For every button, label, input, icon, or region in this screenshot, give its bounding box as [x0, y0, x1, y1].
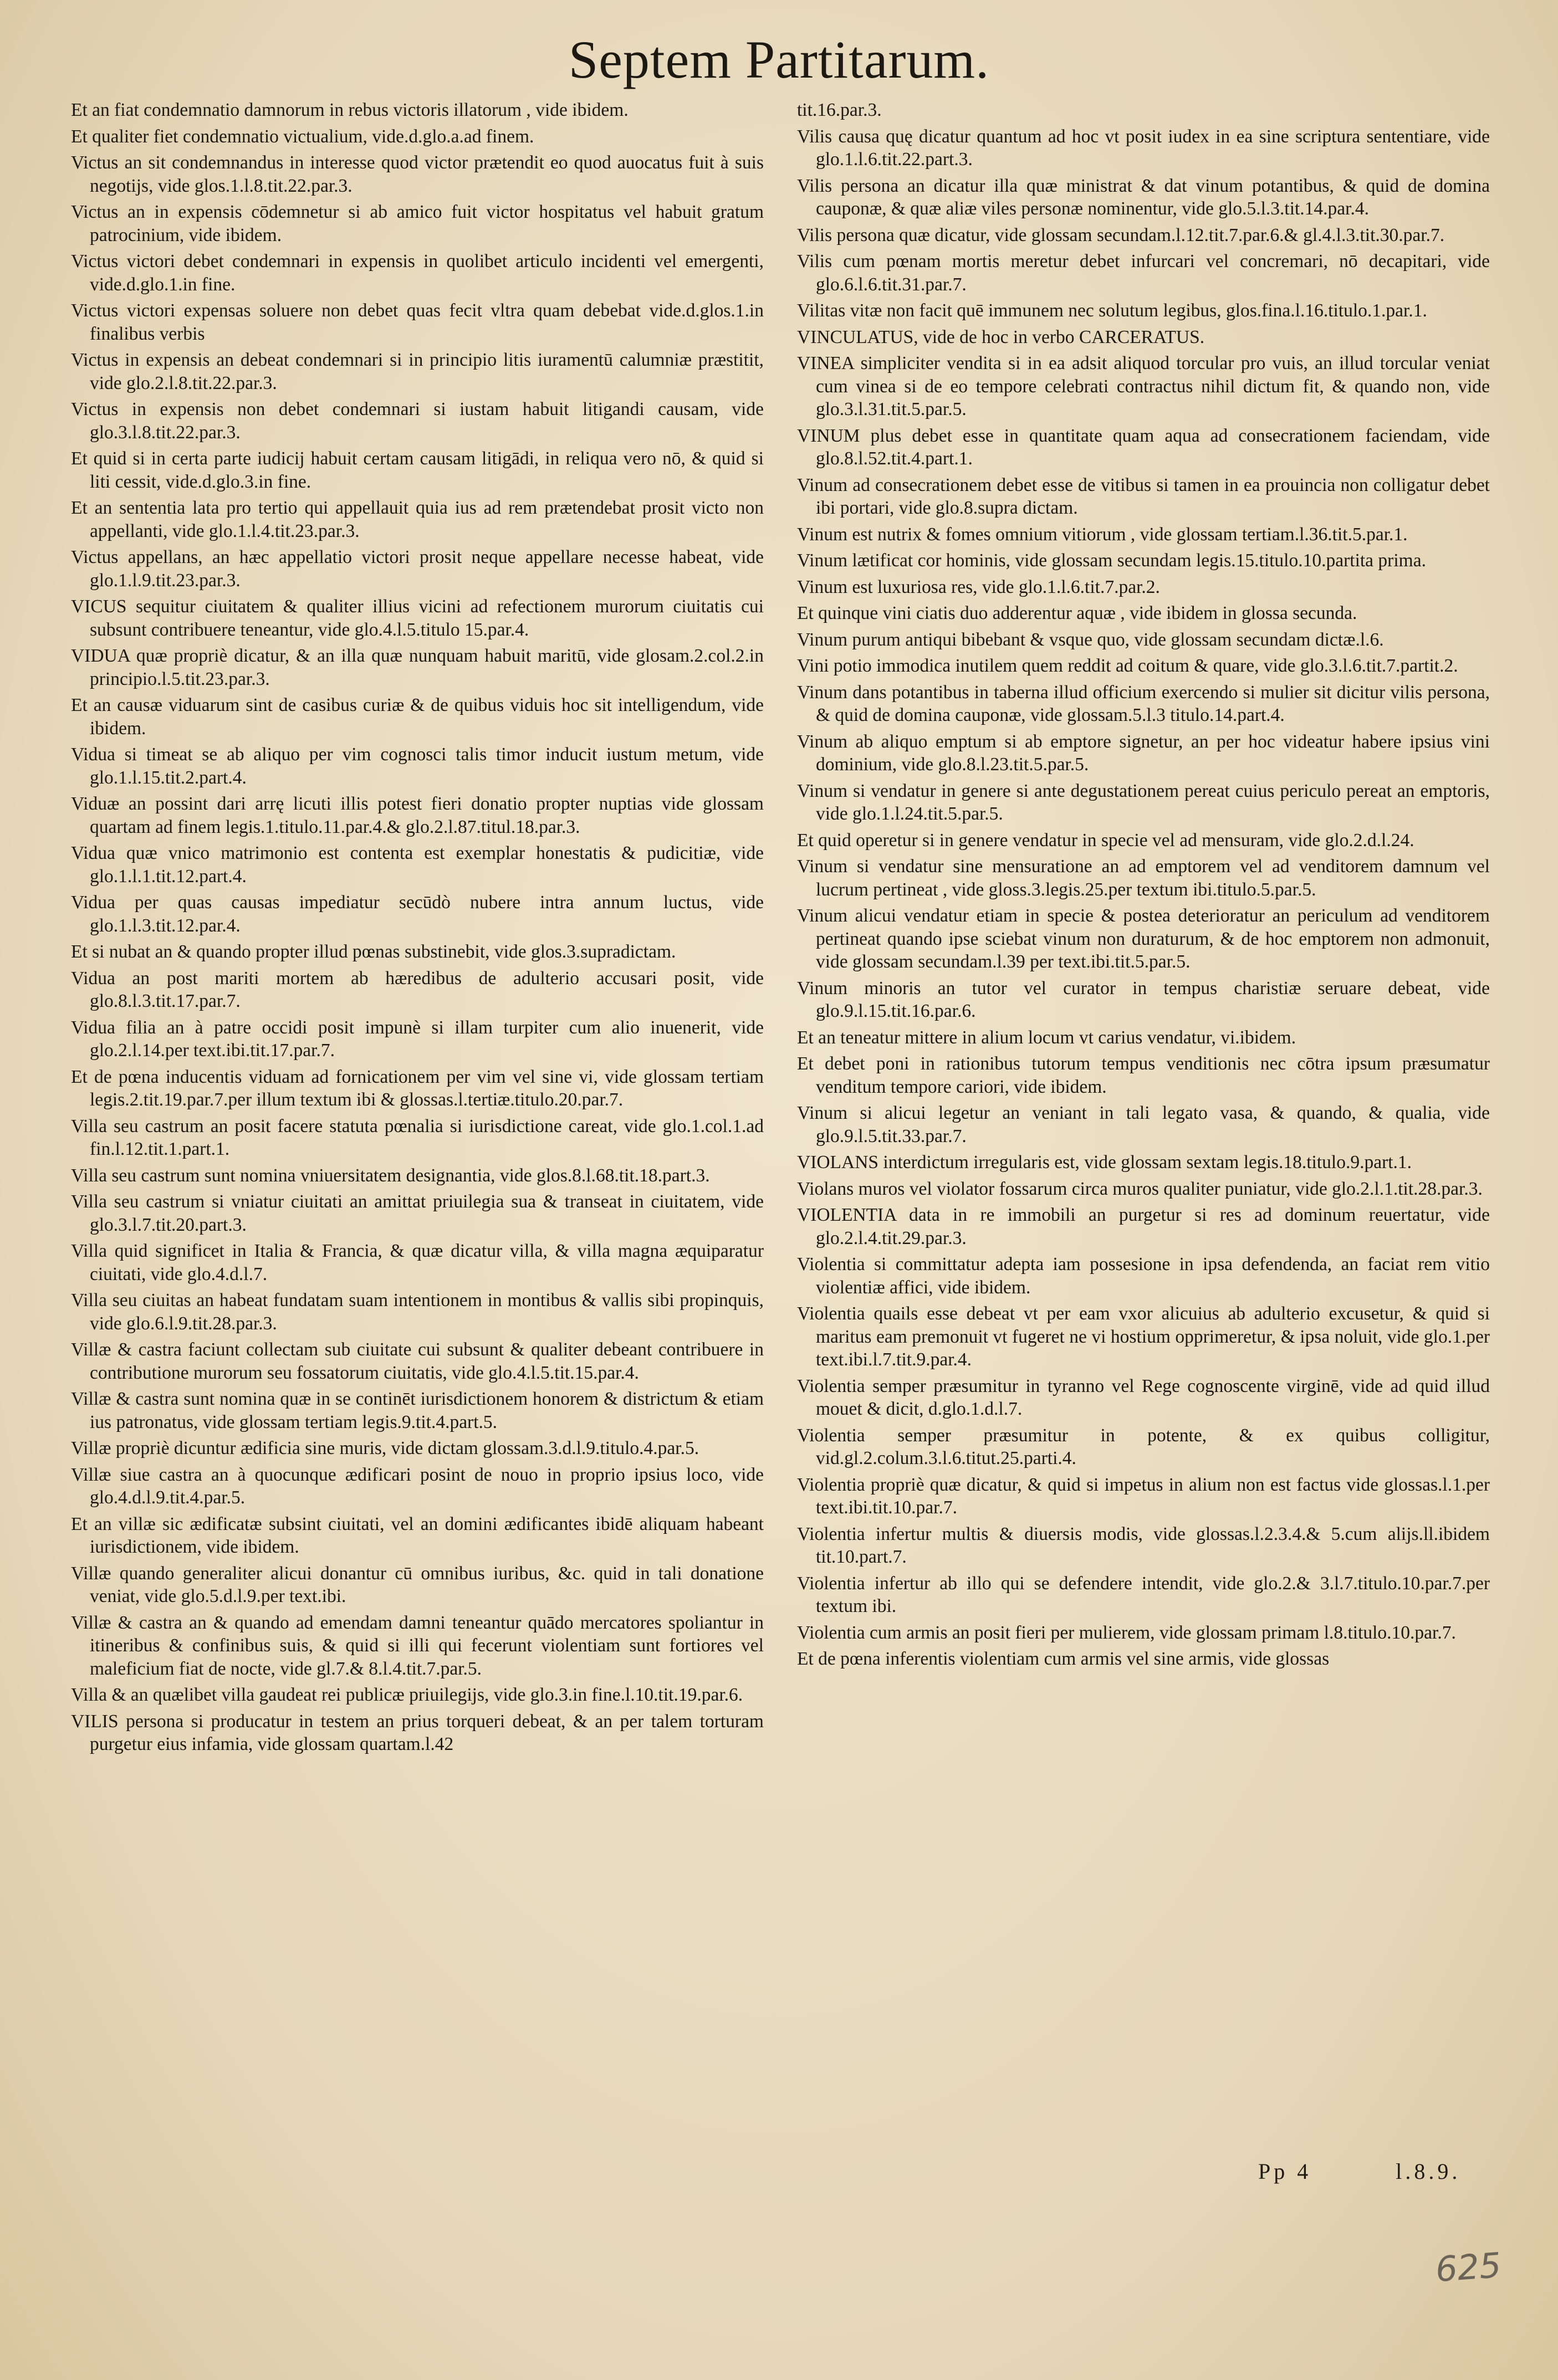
index-entry: Vinum ab aliquo emptum si ab emptore signetur, an per hoc videatur habere ipsius vini dominium, vide glo.8.l.23.tit.5.par.5. [797, 731, 1490, 775]
index-entry: Vinum ad consecrationem debet esse de vitibus si tamen in ea prouincia non colligatur debet ibi portari, vide glo.8.supra dictam. [797, 474, 1490, 518]
index-entry: Vilis persona quæ dicatur, vide glossam secundam.l.12.tit.7.par.6.& gl.4.l.3.tit.30.par.7. [797, 224, 1445, 245]
index-entry: Vidua quæ vnico matrimonio est contenta est exemplar honestatis & pudicitiæ, vide glo.1.l.1.tit.12.part.4. [71, 843, 764, 887]
index-entry: Violentia quails esse debeat vt per eam vxor alicuius ab adulterio excusetur, & quid si maritus eam premonuit vt fugeret ne vi hostium opprimeretur, & ipsa noluit, vide glo.1.per text.ibi.l.7.tit.9.par.4. [797, 1303, 1490, 1370]
index-entry: Et quid operetur si in genere vendatur in specie vel ad mensuram, vide glo.2.d.l.24. [797, 830, 1414, 851]
catchword: l.8.9. [1396, 2159, 1461, 2184]
index-entry: Villæ quando generaliter alicui donantur cū omnibus iuribus, &c. quid in tali donatione veniat, vide glo.5.d.l.9.per text.ibi. [71, 1563, 764, 1606]
index-entry: Victus in expensis non debet condemnari si iustam habuit litigandi causam, vide glo.3.l.8.tit.22.par.3. [71, 399, 764, 443]
index-entry: Vinum est nutrix & fomes omnium vitiorum , vide glossam tertiam.l.36.tit.5.par.1. [797, 524, 1408, 545]
index-entry: Vidua filia an à patre occidi posit impunè si illam turpiter cum alio inuenerit, vide glo.2.l.14.per text.ibi.tit.17.par.7. [71, 1017, 764, 1061]
index-entry: Violentia semper præsumitur in tyranno vel Rege cognoscente virginē, vide ad quid illud mouet & dicit, d.glo.1.d.l.7. [797, 1375, 1490, 1419]
index-entry: VINCULATUS, vide de hoc in verbo CARCERATUS. [797, 326, 1205, 347]
index-entry: Violentia infertur ab illo qui se defendere intendit, vide glo.2.& 3.l.7.titulo.10.par.7.per textum ibi. [797, 1573, 1490, 1616]
index-entry: Villa quid significet in Italia & Francia, & quæ dicatur villa, & villa magna æquiparatur ciuitati, vide glo.4.d.l.7. [71, 1241, 764, 1284]
index-entry: VINEA simpliciter vendita si in ea adsit aliquod torcular pro vuis, an illud torcular veniat cum vinea si de eo tempore celebrati contractus nihil dictum fit, & quando non, vide glo.3.l.31.tit.5.par.5. [797, 353, 1490, 419]
index-entry: VINUM plus debet esse in quantitate quam aqua ad consecrationem faciendam, vide glo.8.l.52.tit.4.part.1. [797, 425, 1490, 469]
signature-mark: Pp 4 [1258, 2159, 1312, 2184]
index-entry: Vini potio immodica inutilem quem reddit ad coitum & quare, vide glo.3.l.6.tit.7.partit.2. [797, 656, 1458, 676]
index-entry: Victus appellans, an hæc appellatio victori prosit neque appellare necesse habeat, vide glo.1.l.9.tit.23.par.3. [71, 547, 764, 591]
index-entry: VILIS persona si producatur in testem an prius torqueri debeat, & an per talem torturam purgetur eius infamia, vide glossam quartam.l.42 [71, 1711, 764, 1754]
index-entry: Vinum purum antiqui bibebant & vsque quo, vide glossam secundam dictæ.l.6. [797, 629, 1384, 650]
index-entry: Villæ & castra faciunt collectam sub ciuitate cui subsunt & qualiter debeant contribuere in contributione murorum seu fossatorum ciuitatis, vide glo.4.l.5.tit.15.par.4. [71, 1339, 764, 1383]
index-entry: Et an sententia lata pro tertio qui appellauit quia ius ad rem prætendebat prosit victo non appellanti, vide glo.1.l.4.tit.23.par.3. [71, 498, 764, 541]
index-entry: Vilis causa quę dicatur quantum ad hoc vt posit iudex in ea sine scriptura sententiare, vide glo.1.l.6.tit.22.part.3. [797, 126, 1490, 170]
index-entry: Villa seu ciuitas an habeat fundatam suam intentionem in montibus & vallis sibi propinquis, vide glo.6.l.9.tit.28.par.3. [71, 1290, 764, 1334]
index-entry: Victus in expensis an debeat condemnari si in principio litis iuramentū calumniæ præstitit, vide glo.2.l.8.tit.22.par.3. [71, 350, 764, 393]
index-entry: Violans muros vel violator fossarum circa muros qualiter puniatur, vide glo.2.l.1.tit.28.par.3. [797, 1178, 1483, 1199]
index-entry: Villæ siue castra an à quocunque ædificari posint de nouo in proprio ipsius loco, vide glo.4.d.l.9.tit.4.par.5. [71, 1464, 764, 1508]
index-entry: Villa seu castrum si vniatur ciuitati an amittat priuilegia sua & transeat in ciuitatem, vide glo.3.l.7.tit.20.part.3. [71, 1191, 764, 1235]
index-entry: Et an villæ sic ædificatæ subsint ciuitati, vel an domini ædificantes ibidē aliquam habeant iurisdictionem, vide ibidem. [71, 1513, 764, 1557]
index-columns [71, 99, 1490, 2260]
index-entry: Vilitas vitæ non facit quē immunem nec solutum legibus, glos.fina.l.16.titulo.1.par.1. [797, 300, 1427, 321]
index-entry: Vinum minoris an tutor vel curator in tempus charistiæ seruare debeat, vide glo.9.l.15.tit.16.par.6. [797, 977, 1490, 1021]
running-title: Septem Partitarum. [568, 30, 990, 89]
index-entry: VIOLANS interdictum irregularis est, vide glossam sextam legis.18.titulo.9.part.1. [797, 1152, 1412, 1173]
index-entry: Et debet poni in rationibus tutorum tempus venditionis nec cōtra ipsum præsumatur venditum tempore cariori, vide ibidem. [797, 1053, 1490, 1097]
index-entry: Vidua per quas causas impediatur secūdò nubere intra annum luctus, vide glo.1.l.3.tit.12.par.4. [71, 892, 764, 936]
index-entry: Et si nubat an & quando propter illud pœnas substinebit, vide glos.3.supradictam. [71, 941, 676, 962]
index-entry: Viduæ an possint dari arrę licuti illis potest fieri donatio propter nuptias vide glossam quartam ad finem legis.1.titulo.11.par.4.& glo.2.l.87.titul.18.par.3. [71, 794, 764, 837]
index-entry: Victus an sit condemnandus in interesse quod victor prætendit eo quod auocatus fuit à suis negotijs, vide glos.1.l.8.tit.22.par.3. [71, 152, 764, 196]
index-entry: Victus an in expensis cōdemnetur si ab amico fuit victor hospitatus vel habuit gratum patrocinium, vide ibidem. [71, 202, 764, 245]
index-entry: Vinum si vendatur in genere si ante degustationem pereat cuius periculo pereat an emptoris, vide glo.1.l.24.tit.5.par.5. [797, 780, 1490, 824]
index-entry: VICUS sequitur ciuitatem & qualiter illius vicini ad refectionem murorum ciuitatis cui subsunt contribuere teneantur, vide glo.4.l.5.titulo 15.par.4. [71, 596, 764, 640]
index-entry: Vinum lætificat cor hominis, vide glossam secundam legis.15.titulo.10.partita prima. [797, 550, 1426, 571]
index-entry: Victus victori debet condemnari in expensis in quolibet articulo incidenti vel emergenti, vide.d.glo.1.in fine. [71, 251, 764, 295]
index-entry: Vinum est luxuriosa res, vide glo.1.l.6.tit.7.par.2. [797, 576, 1160, 597]
index-entry: Et an teneatur mittere in alium locum vt carius vendatur, vi.ibidem. [797, 1027, 1296, 1048]
index-entry: Vinum dans potantibus in taberna illud officium exercendo si mulier sit dicitur vilis persona, & quid de domina cauponæ, vide glossam.5.l.3 titulo.14.part.4. [797, 682, 1490, 725]
index-entry: Vidua an post mariti mortem ab hæredibus de adulterio accusari posit, vide glo.8.l.3.tit.17.par.7. [71, 968, 764, 1011]
index-entry: Violentia cum armis an posit fieri per mulierem, vide glossam primam l.8.titulo.10.par.7. [797, 1622, 1456, 1643]
index-entry: Villa seu castrum sunt nomina vniuersitatem designantia, vide glos.8.l.68.tit.18.part.3. [71, 1165, 710, 1186]
index-entry: Violentia infertur multis & diuersis modis, vide glossas.l.2.3.4.& 5.cum alijs.ll.ibidem tit.10.part.7. [797, 1523, 1490, 1567]
index-entry: Et quid si in certa parte iudicij habuit certam causam litigādi, in reliqua vero nō, & quid si liti cessit, vide.d.glo.3.in fine. [71, 448, 764, 492]
index-entry: Vinum si vendatur sine mensuratione an ad emptorem vel ad venditorem damnum vel lucrum pertineat , vide gloss.3.legis.25.per textum ibi.titulo.5.par.5. [797, 856, 1490, 900]
index-entry: Vinum alicui vendatur etiam in specie & postea deterioratur an periculum ad venditorem pertineat quando ipse sciebat vinum non duraturum, & de hoc emptorem non admonuit, vide glossam secundam.l.39 per text.ibi.tit.5.par.5. [797, 905, 1490, 972]
index-entry: Villæ & castra sunt nomina quæ in se continēt iurisdictionem honorem & districtum & etiam ius patronatus, vide glossam tertiam legis.9.tit.4.part.5. [71, 1389, 764, 1432]
index-entry: VIOLENTIA data in re immobili an purgetur si res ad dominum reuertatur, vide glo.2.l.4.tit.29.par.3. [797, 1205, 1490, 1248]
index-entry: Vinum si alicui legetur an veniant in tali legato vasa, & quando, & qualia, vide glo.9.l.5.tit.33.par.7. [797, 1103, 1490, 1147]
index-entry: tit.16.par.3. [797, 100, 882, 120]
index-entry: Vilis persona an dicatur illa quæ ministrat & dat vinum potantibus, & quid de domina cauponæ, & quæ aliæ viles personæ nominentur, vide glo.5.l.3.tit.14.par.4. [797, 175, 1490, 219]
index-entry: Violentia si committatur adepta iam possesione in ipsa defendenda, an faciat rem vitio violentiæ affici, vide ibidem. [797, 1254, 1490, 1298]
index-entry: Et de pœna inducentis viduam ad fornicationem per vim vel sine vi, vide glossam tertiam legis.2.tit.19.par.7.per illum textum ibi & glossas.l.tertiæ.titulo.20.par.7. [71, 1066, 764, 1110]
handwritten-page-number: 625 [1434, 2244, 1503, 2290]
index-entry: Et quinque vini ciatis duo adderentur aquæ , vide ibidem in glossa secunda. [797, 603, 1357, 623]
index-entry: Villæ & castra an & quando ad emendam damni teneantur quādo mercatores spoliantur in itineribus & confinibus suis, & quid si illi qui fecerunt violentiam sunt fortiores vel maleficium fiat de nocte, vide gl.7.& 8.l.4.tit.7.par.5. [71, 1612, 764, 1679]
left-column [71, 99, 764, 2260]
index-entry: Villæ propriè dicuntur ædificia sine muris, vide dictam glossam.3.d.l.9.titulo.4.par.5. [71, 1438, 699, 1458]
index-entry: Villa & an quælibet villa gaudeat rei publicæ priuilegijs, vide glo.3.in fine.l.10.tit.19.par.6. [71, 1685, 743, 1705]
index-entry: Et de pœna inferentis violentiam cum armis vel sine armis, vide glossas [797, 1649, 1330, 1669]
index-entry: Et an causæ viduarum sint de casibus curiæ & de quibus viduis hoc sit intelligendum, vide ibidem. [71, 695, 764, 739]
right-column [797, 99, 1490, 2260]
index-entry: Violentia semper præsumitur in potente, & ex quibus colligitur, vid.gl.2.colum.3.l.6.titut.25.parti.4. [797, 1425, 1490, 1468]
index-entry: Et qualiter fiet condemnatio victualium, vide.d.glo.a.ad finem. [71, 126, 534, 147]
index-entry: Villa seu castrum an posit facere statuta pœnalia si iurisdictione careat, vide glo.1.col.1.ad fin.l.12.tit.1.part.1. [71, 1115, 764, 1159]
index-entry: Victus victori expensas soluere non debet quas fecit vltra quam debebat vide.d.glos.1.in finalibus verbis [71, 300, 764, 344]
index-entry: Violentia propriè quæ dicatur, & quid si impetus in alium non est factus vide glossas.l.1.per text.ibi.tit.10.par.7. [797, 1474, 1490, 1518]
index-entry: Vilis cum pœnam mortis meretur debet infurcari vel concremari, nō decapitari, vide glo.6.l.6.tit.31.par.7. [797, 251, 1490, 295]
index-entry: Et an fiat condemnatio damnorum in rebus victoris illatorum , vide ibidem. [71, 100, 629, 120]
index-entry: VIDUA quæ propriè dicatur, & an illa quæ nunquam habuit maritū, vide glosam.2.col.2.in principio.l.5.tit.23.par.3. [71, 646, 764, 689]
index-entry: Vidua si timeat se ab aliquo per vim cognosci talis timor inducit iustum metum, vide glo.1.l.15.tit.2.part.4. [71, 744, 764, 788]
signature-line [1258, 2158, 1460, 2184]
